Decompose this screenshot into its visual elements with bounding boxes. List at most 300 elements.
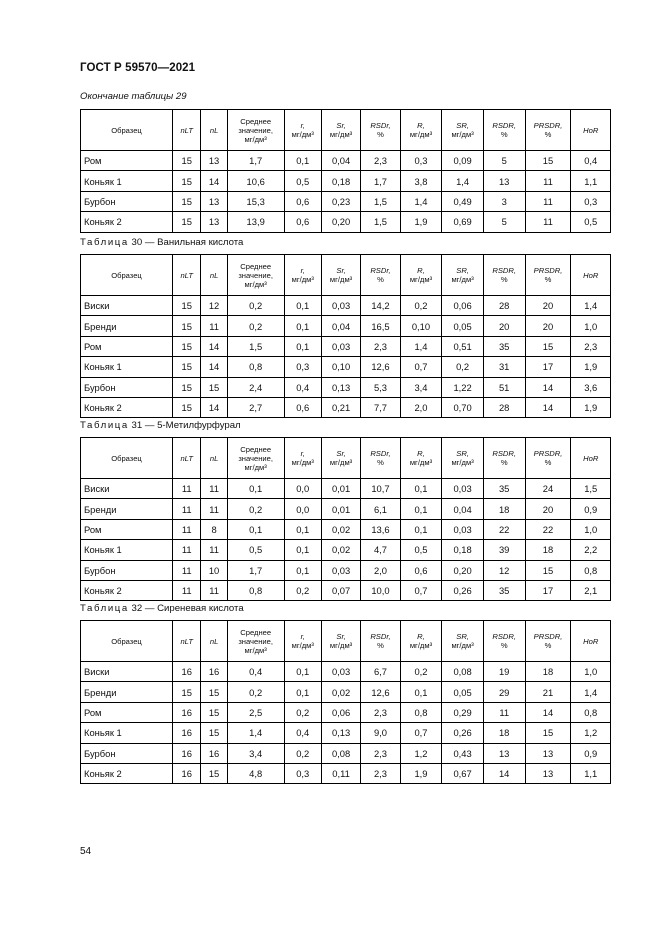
value-cell: 0,8 [571,560,611,580]
header-sample [81,255,173,296]
header-sample-line: Образец [111,270,142,280]
value-cell: 0,03 [321,662,360,682]
header-mean-line: значение, [238,125,274,135]
header-prsd-line: PRSDR, [533,632,563,641]
table-row [81,336,611,356]
value-cell: 1,5 [571,479,611,499]
value-cell: 2,4 [227,377,284,397]
value-cell: 2,3 [361,763,400,783]
header-prsd-line: % [544,458,552,467]
value-cell: 11 [172,519,200,539]
header-prsd [525,438,571,479]
value-cell: 6,1 [361,499,400,519]
header-sample-line: Образец [111,636,142,646]
value-cell: 14 [201,336,227,356]
value-cell: 1,0 [571,662,611,682]
value-cell: 1,1 [571,763,611,783]
header-r [284,255,321,296]
value-cell: 0,67 [442,763,484,783]
header-prsd-line: % [544,275,552,284]
value-cell: 17 [525,357,571,377]
value-cell: 0,4 [571,151,611,171]
header-big-r-line: R, [417,266,425,275]
value-cell: 0,13 [321,377,360,397]
value-cell: 24 [525,479,571,499]
value-cell: 0,03 [442,479,484,499]
table-32-caption [80,603,244,614]
value-cell: 3,6 [571,377,611,397]
table-row [81,682,611,702]
value-cell: 0,03 [321,296,360,316]
value-cell: 11 [172,560,200,580]
header-hor-line: HoR [583,270,599,280]
value-cell: 11 [172,499,200,519]
value-cell: 0,05 [442,682,484,702]
value-cell: 1,4 [571,296,611,316]
value-cell: 0,20 [321,212,360,232]
value-cell: 0,5 [284,171,321,191]
table-row [81,397,611,417]
value-cell: 22 [483,519,525,539]
value-cell: 0,0 [284,479,321,499]
value-cell: 2,3 [361,702,400,722]
value-cell: 11 [525,171,571,191]
value-cell: 18 [483,499,525,519]
value-cell: 0,70 [442,397,484,417]
header-rsdbr-line: RSDR, [492,632,517,641]
header-rsdbr-line: % [500,275,508,284]
header-sbr [442,110,484,151]
value-cell: 6,7 [361,662,400,682]
document-header: ГОСТ Р 59570—2021 [80,62,196,74]
value-cell: 16 [172,723,200,743]
header-nlt-line: nLT [180,453,193,463]
header-sr-line: мг/дм³ [329,458,353,467]
header-row [81,255,611,296]
value-cell: 18 [525,662,571,682]
sample-cell: Бурбон [81,377,173,397]
value-cell: 15 [172,151,200,171]
header-sbr-line: мг/дм³ [451,458,474,467]
value-cell: 2,0 [361,560,400,580]
value-cell: 0,23 [321,191,360,211]
value-cell: 5 [483,212,525,232]
value-cell: 1,2 [400,743,442,763]
value-cell: 0,1 [400,499,442,519]
header-prsd [525,110,571,151]
table-row [81,499,611,519]
value-cell: 0,09 [442,151,484,171]
table-31-caption-prefix: Таблица [80,420,129,431]
header-sbr [442,438,484,479]
value-cell: 15 [525,336,571,356]
value-cell: 0,03 [321,336,360,356]
table-row [81,723,611,743]
value-cell: 0,10 [321,357,360,377]
value-cell: 0,8 [227,357,284,377]
value-cell: 0,06 [442,296,484,316]
header-rsdr-line: RSDr, [370,121,391,130]
value-cell: 3,4 [400,377,442,397]
value-cell: 0,6 [400,560,442,580]
header-prsd-line: PRSDR, [533,449,563,458]
value-cell: 0,1 [284,519,321,539]
header-rsdbr [483,110,525,151]
value-cell: 0,26 [442,580,484,600]
header-sbr-line: мг/дм³ [451,275,474,284]
value-cell: 7,7 [361,397,400,417]
value-cell: 13 [201,212,227,232]
sample-cell: Коньяк 1 [81,171,173,191]
header-big-r-line: мг/дм³ [409,458,433,467]
value-cell: 0,2 [442,357,484,377]
value-cell: 1,9 [400,763,442,783]
header-rsdr-line: % [377,458,384,467]
header-rsdr [361,255,400,296]
value-cell: 17 [525,580,571,600]
value-cell: 1,4 [571,682,611,702]
header-hor [571,255,611,296]
header-sbr-line: SR, [456,449,469,458]
value-cell: 14 [525,702,571,722]
value-cell: 0,9 [571,499,611,519]
value-cell: 0,1 [284,540,321,560]
value-cell: 20 [483,316,525,336]
header-rsdbr-line: RSDR, [492,449,517,458]
header-rsdbr-line: % [500,458,508,467]
value-cell: 0,1 [284,682,321,702]
value-cell: 0,4 [227,662,284,682]
table-31-caption-title: 31 — 5-Метилфурфурал [131,420,241,431]
value-cell: 0,20 [442,560,484,580]
value-cell: 0,7 [400,357,442,377]
value-cell: 15 [172,212,200,232]
value-cell: 0,26 [442,723,484,743]
header-mean [227,110,284,151]
value-cell: 13 [525,743,571,763]
header-r-line: мг/дм³ [291,130,314,139]
value-cell: 0,8 [571,702,611,722]
value-cell: 11 [525,212,571,232]
value-cell: 2,7 [227,397,284,417]
value-cell: 12,6 [361,357,400,377]
value-cell: 10 [201,560,227,580]
header-prsd [525,255,571,296]
value-cell: 0,5 [571,212,611,232]
header-mean-line: Среднее [240,444,272,454]
value-cell: 0,2 [227,316,284,336]
value-cell: 0,01 [321,479,360,499]
value-cell: 0,43 [442,743,484,763]
header-hor-line: HoR [583,125,599,135]
header-sample-line: Образец [111,453,142,463]
value-cell: 0,49 [442,191,484,211]
header-hor [571,621,611,662]
value-cell: 16 [201,662,227,682]
value-cell: 1,4 [227,723,284,743]
value-cell: 14 [525,377,571,397]
sample-cell: Ром [81,336,173,356]
sample-cell: Виски [81,662,173,682]
header-rsdbr-line: RSDR, [492,121,517,130]
value-cell: 51 [483,377,525,397]
header-hor-line: HoR [583,636,599,646]
value-cell: 0,04 [321,151,360,171]
value-cell: 14 [483,763,525,783]
sample-cell: Виски [81,479,173,499]
value-cell: 0,06 [321,702,360,722]
value-cell: 19 [483,662,525,682]
header-nl-line: nL [209,270,219,280]
table-row [81,191,611,211]
table-30-caption [80,237,243,248]
table-row [81,151,611,171]
header-mean-line: Среднее [240,261,272,271]
sample-cell: Бренди [81,499,173,519]
header-big-r-line: мг/дм³ [409,641,433,650]
sample-cell: Ром [81,151,173,171]
value-cell: 1,5 [227,336,284,356]
value-cell: 0,03 [321,560,360,580]
value-cell: 0,1 [400,479,442,499]
value-cell: 1,7 [227,560,284,580]
value-cell: 16 [172,662,200,682]
value-cell: 0,18 [442,540,484,560]
value-cell: 1,9 [571,357,611,377]
header-mean-line: Среднее [240,116,272,126]
value-cell: 0,3 [571,191,611,211]
value-cell: 0,51 [442,336,484,356]
value-cell: 16 [201,743,227,763]
header-big-r-line: R, [417,632,425,641]
value-cell: 0,4 [284,377,321,397]
value-cell: 1,7 [361,171,400,191]
value-cell: 2,3 [361,151,400,171]
value-cell: 3,8 [400,171,442,191]
header-prsd-line: PRSDR, [533,121,563,130]
value-cell: 0,2 [284,743,321,763]
header-mean-line: значение, [238,270,274,280]
value-cell: 13,6 [361,519,400,539]
table-29-caption-title: Окончание таблицы 29 [80,91,187,102]
value-cell: 0,05 [442,316,484,336]
sample-cell: Бренди [81,682,173,702]
header-r-line: мг/дм³ [291,641,314,650]
header-prsd-line: % [544,641,552,650]
header-nl-line: nL [209,453,219,463]
value-cell: 13,9 [227,212,284,232]
value-cell: 35 [483,336,525,356]
value-cell: 15 [201,682,227,702]
value-cell: 21 [525,682,571,702]
header-row [81,438,611,479]
value-cell: 0,10 [400,316,442,336]
value-cell: 0,3 [284,763,321,783]
value-cell: 0,1 [227,479,284,499]
header-r [284,438,321,479]
sample-cell: Бурбон [81,743,173,763]
value-cell: 13 [483,743,525,763]
value-cell: 12 [201,296,227,316]
value-cell: 1,1 [571,171,611,191]
header-rsdr-line: % [377,130,384,139]
table-31-caption [80,420,241,431]
header-mean-line: мг/дм³ [244,462,267,472]
value-cell: 11 [201,316,227,336]
header-sample [81,110,173,151]
header-big-r-line: мг/дм³ [409,130,433,139]
value-cell: 0,04 [321,316,360,336]
value-cell: 18 [483,723,525,743]
header-mean [227,438,284,479]
value-cell: 15 [201,763,227,783]
header-mean-line: мг/дм³ [244,134,267,144]
value-cell: 35 [483,580,525,600]
header-big-r [400,110,442,151]
value-cell: 0,1 [400,682,442,702]
value-cell: 0,18 [321,171,360,191]
value-cell: 0,7 [400,723,442,743]
table-row [81,212,611,232]
value-cell: 2,0 [400,397,442,417]
header-rsdbr-line: % [500,641,508,650]
value-cell: 11 [201,499,227,519]
header-big-r-line: мг/дм³ [409,275,433,284]
value-cell: 29 [483,682,525,702]
value-cell: 0,8 [400,702,442,722]
value-cell: 4,8 [227,763,284,783]
value-cell: 13 [201,191,227,211]
value-cell: 0,1 [284,662,321,682]
header-rsdbr-line: % [500,130,508,139]
value-cell: 0,29 [442,702,484,722]
header-nl-line: nL [209,636,219,646]
value-cell: 5 [483,151,525,171]
value-cell: 0,8 [227,580,284,600]
header-prsd-line: PRSDR, [533,266,563,275]
value-cell: 4,7 [361,540,400,560]
value-cell: 1,4 [400,191,442,211]
sample-cell: Коньяк 1 [81,357,173,377]
value-cell: 0,0 [284,499,321,519]
value-cell: 0,1 [284,336,321,356]
value-cell: 20 [525,499,571,519]
header-sbr-line: мг/дм³ [451,130,474,139]
value-cell: 2,3 [361,336,400,356]
header-row [81,110,611,151]
value-cell: 11 [172,580,200,600]
header-nlt [172,110,200,151]
header-rsdr-line: RSDr, [370,266,391,275]
value-cell: 1,5 [361,212,400,232]
value-cell: 0,2 [227,296,284,316]
value-cell: 0,1 [284,316,321,336]
header-r [284,110,321,151]
value-cell: 2,3 [571,336,611,356]
header-mean-line: значение, [238,636,274,646]
header-rsdr-line: RSDr, [370,632,391,641]
table-row [81,743,611,763]
value-cell: 31 [483,357,525,377]
value-cell: 0,69 [442,212,484,232]
value-cell: 15 [172,316,200,336]
header-r-line: r, [300,449,305,458]
value-cell: 0,02 [321,540,360,560]
header-prsd [525,621,571,662]
header-rsdr [361,621,400,662]
header-rsdbr [483,438,525,479]
sample-cell: Коньяк 2 [81,763,173,783]
header-r-line: мг/дм³ [291,458,314,467]
header-sr-line: Sr, [336,449,346,458]
value-cell: 15 [201,702,227,722]
sample-cell: Коньяк 2 [81,580,173,600]
header-nlt-line: nLT [180,270,193,280]
table-row [81,763,611,783]
value-cell: 0,04 [442,499,484,519]
value-cell: 0,21 [321,397,360,417]
header-big-r-line: R, [417,449,425,458]
value-cell: 39 [483,540,525,560]
value-cell: 35 [483,479,525,499]
value-cell: 1,9 [400,212,442,232]
header-rsdbr [483,621,525,662]
value-cell: 0,08 [321,743,360,763]
header-hor-line: HoR [583,453,599,463]
value-cell: 11 [525,191,571,211]
value-cell: 0,07 [321,580,360,600]
sample-cell: Коньяк 1 [81,723,173,743]
header-sr-line: мг/дм³ [329,275,353,284]
value-cell: 0,2 [284,580,321,600]
value-cell: 15 [172,682,200,702]
value-cell: 15 [172,191,200,211]
value-cell: 15 [525,723,571,743]
table-31 [80,437,611,601]
header-nl-line: nL [209,125,219,135]
header-rsdbr [483,255,525,296]
value-cell: 0,5 [227,540,284,560]
table-32-caption-title: 32 — Сиреневая кислота [131,603,244,614]
value-cell: 15,3 [227,191,284,211]
value-cell: 15 [201,377,227,397]
value-cell: 0,02 [321,519,360,539]
value-cell: 0,7 [400,580,442,600]
table-32-caption-prefix: Таблица [80,603,129,614]
header-mean-line: Среднее [240,627,272,637]
value-cell: 14 [201,171,227,191]
header-sr [321,621,360,662]
value-cell: 0,6 [284,191,321,211]
value-cell: 0,1 [400,519,442,539]
value-cell: 0,9 [571,743,611,763]
header-rsdr-line: % [377,641,384,650]
sample-cell: Виски [81,296,173,316]
value-cell: 10,0 [361,580,400,600]
value-cell: 15 [525,560,571,580]
value-cell: 0,6 [284,397,321,417]
table-row [81,580,611,600]
header-hor [571,110,611,151]
header-rsdr-line: RSDr, [370,449,391,458]
header-sr-line: Sr, [336,266,346,275]
value-cell: 12,6 [361,682,400,702]
value-cell: 11 [172,479,200,499]
table-row [81,702,611,722]
header-sbr-line: SR, [456,266,469,275]
value-cell: 14 [525,397,571,417]
value-cell: 20 [525,316,571,336]
